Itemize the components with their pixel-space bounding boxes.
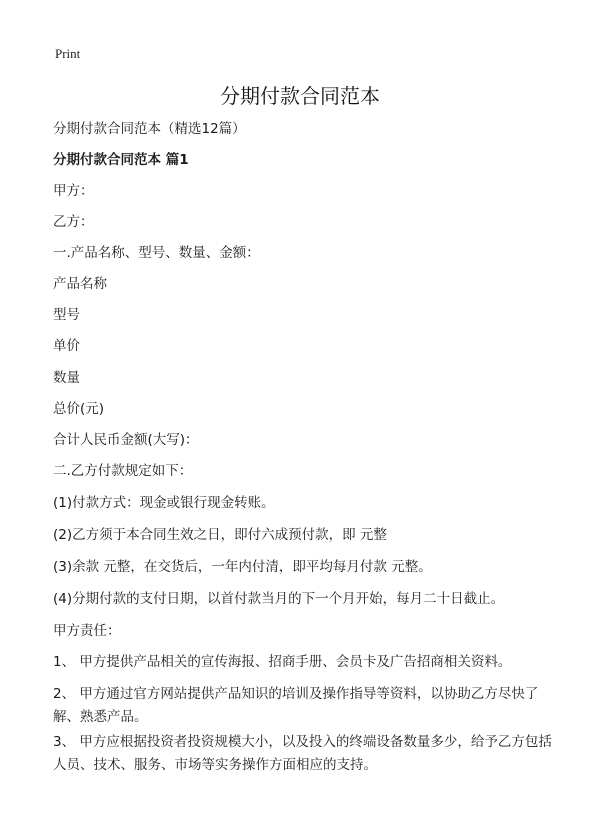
payment-item-1: (1)付款方式：现金或银行现金转账。 <box>53 495 275 511</box>
section-heading: 分期付款合同范本 篇1 <box>53 152 189 168</box>
duty-item-2: 2、 甲方通过官方网站提供产品知识的培训及操作指导等资料，以协助乙方尽快了解、熟悉产品。 <box>53 686 539 725</box>
total-amount-line: 合计人民币金额(大写)： <box>53 432 199 448</box>
model-line: 型号 <box>53 307 80 323</box>
party-a-line: 甲方： <box>53 183 94 199</box>
total-price-line: 总价(元) <box>53 401 105 417</box>
clause-heading-payment: 二.乙方付款规定如下： <box>53 463 193 479</box>
document-title: 分期付款合同范本 <box>220 84 380 108</box>
duty-item-1: 1、 甲方提供产品相关的宣传海报、招商手册、会员卡及广告招商相关资料。 <box>53 654 512 670</box>
product-name-line: 产品名称 <box>53 276 107 292</box>
payment-item-2: (2)乙方须于本合同生效之日，即付六成预付款，即 元整 <box>53 527 387 543</box>
print-link[interactable]: Print <box>55 46 81 61</box>
payment-item-3: (3)余款 元整，在交货后，一年内付清，即平均每月付款 元整。 <box>53 559 432 575</box>
quantity-line: 数量 <box>53 370 80 386</box>
duty-item-3: 3、 甲方应根据投资者投资规模大小，以及投入的终端设备数量多少，给予乙方包括人员、技术、服务、市场等实务操作方面相应的支持。 <box>53 734 552 773</box>
party-a-duties-heading: 甲方责任： <box>53 623 121 639</box>
unit-price-line: 单价 <box>53 338 80 354</box>
payment-item-4: (4)分期付款的支付日期，以首付款当月的下一个月开始，每月二十日截止。 <box>53 591 505 607</box>
document-subtitle: 分期付款合同范本（精选12篇） <box>53 121 246 137</box>
party-b-line: 乙方： <box>53 214 94 230</box>
clause-heading-products: 一.产品名称、型号、数量、金额： <box>53 245 260 261</box>
